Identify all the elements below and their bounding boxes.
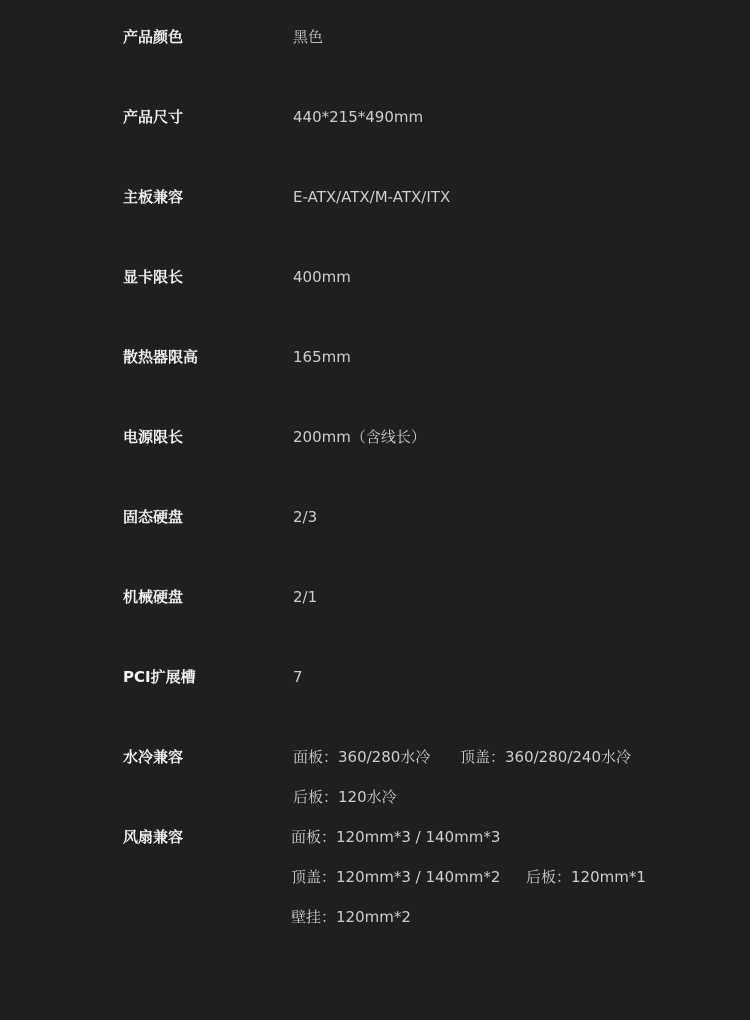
- spec-label-size: 产品尺寸: [123, 108, 184, 126]
- spec-value-size: 440*215*490mm: [293, 108, 424, 126]
- spec-value-motherboard: E-ATX/ATX/M-ATX/ITX: [293, 188, 451, 206]
- spec-label-psu: 电源限长: [123, 428, 184, 446]
- spec-label-water: 水冷兼容: [123, 748, 184, 766]
- spec-label-pci: PCI扩展槽: [123, 668, 196, 686]
- spec-value-hdd: 2/1: [293, 588, 318, 606]
- spec-value-color: 黑色: [293, 28, 324, 46]
- spec-label-fan: 风扇兼容: [123, 828, 184, 846]
- spec-value-water-front: 面板：360/280水冷: [293, 748, 431, 766]
- spec-value-gpu: 400mm: [293, 268, 351, 286]
- spec-value-psu: 200mm（含线长）: [293, 428, 426, 446]
- spec-value-water-top: 顶盖：360/280/240水冷: [460, 748, 631, 766]
- spec-value-fan-wall: 壁挂：120mm*2: [291, 908, 411, 926]
- spec-value-ssd: 2/3: [293, 508, 318, 526]
- spec-value-fan-front: 面板：120mm*3 / 140mm*3: [291, 828, 501, 846]
- spec-value-water-rear: 后板：120水冷: [293, 788, 397, 806]
- spec-value-fan-rear: 后板：120mm*1: [526, 868, 646, 886]
- spec-value-fan-top: 顶盖：120mm*3 / 140mm*2: [291, 868, 501, 886]
- spec-label-gpu: 显卡限长: [123, 268, 184, 286]
- spec-label-ssd: 固态硬盘: [123, 508, 184, 526]
- spec-value-pci: 7: [293, 668, 303, 686]
- spec-value-cooler: 165mm: [293, 348, 351, 366]
- spec-label-hdd: 机械硬盘: [123, 588, 184, 606]
- spec-label-motherboard: 主板兼容: [123, 188, 184, 206]
- spec-label-color: 产品颜色: [123, 28, 184, 46]
- spec-label-cooler: 散热器限高: [123, 348, 199, 366]
